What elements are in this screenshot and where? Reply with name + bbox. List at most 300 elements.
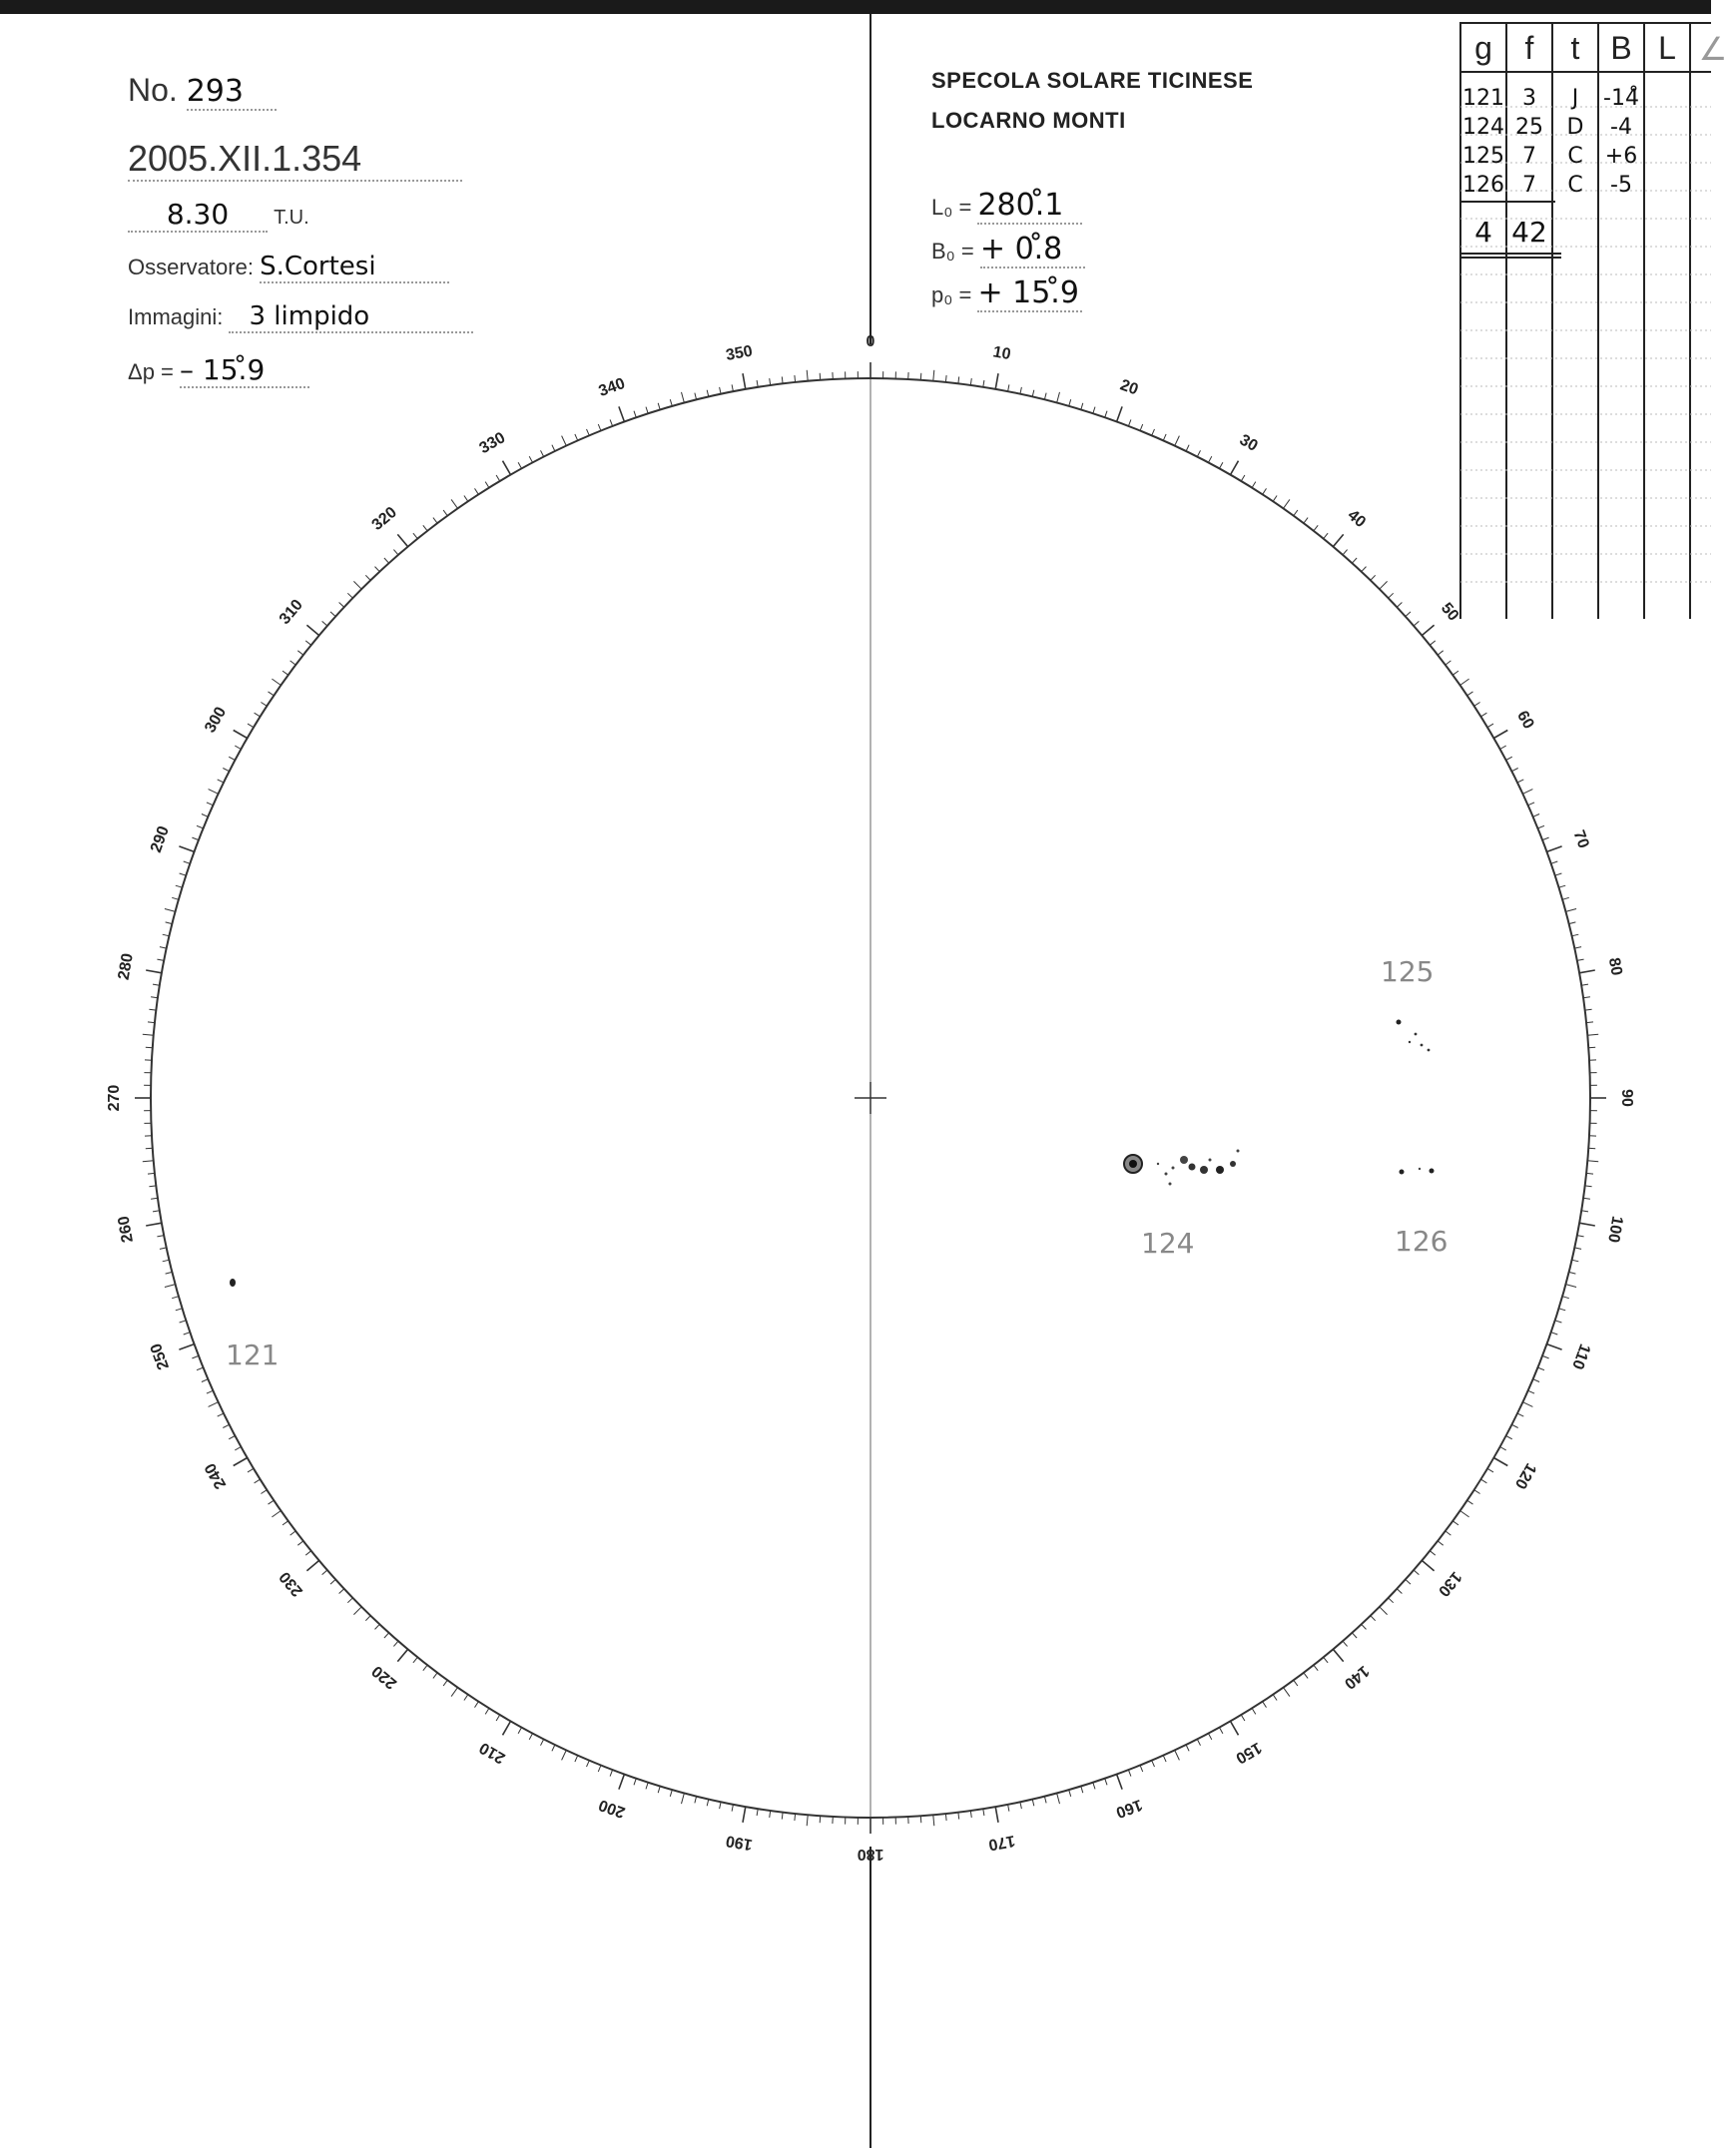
sunspot <box>1400 1170 1405 1175</box>
scale-tick <box>587 1761 590 1767</box>
scale-tick <box>163 934 170 936</box>
scale-tick <box>146 970 162 973</box>
scale-label: 10 <box>991 343 1012 364</box>
scale-tick <box>598 424 601 431</box>
scale-tick <box>1467 692 1473 696</box>
group-label-126: 126 <box>1395 1225 1448 1258</box>
delta-p-value: – 15.̊9 <box>180 353 309 388</box>
scale-tick <box>485 1708 489 1714</box>
scale-tick <box>443 1680 447 1686</box>
scale-tick <box>933 370 934 381</box>
scale-label: 190 <box>724 1832 755 1854</box>
scale-tick <box>229 757 235 760</box>
scale-tick <box>365 1616 370 1621</box>
sunspot <box>1409 1041 1411 1043</box>
scale-tick <box>1583 1198 1590 1199</box>
L0-value: 280.̊1 <box>977 188 1082 225</box>
scale-tick <box>347 593 352 598</box>
institution-line1: SPECOLA SOLARE TICINESE <box>931 68 1254 93</box>
scale-tick <box>413 1657 417 1663</box>
scale-tick <box>958 1813 959 1820</box>
scale-label: 110 <box>1568 1341 1593 1372</box>
cell-g: 126 <box>1462 173 1504 198</box>
scale-tick <box>1333 1649 1343 1661</box>
group-label-121: 121 <box>226 1339 280 1371</box>
scale-tick <box>151 997 158 998</box>
scale-tick <box>297 1541 303 1545</box>
scale-tick <box>1547 846 1562 852</box>
scale-tick <box>1511 1424 1517 1427</box>
scale-tick <box>146 1223 162 1226</box>
scale-tick <box>1008 384 1009 391</box>
scale-tick <box>184 861 191 863</box>
sunspot-group-125 <box>1381 955 1434 1051</box>
total-spots: 42 <box>1511 216 1547 249</box>
scale-tick <box>1241 1715 1245 1721</box>
scale-label: 0 <box>866 333 875 351</box>
scale-label: 250 <box>147 1341 174 1372</box>
scale-tick <box>1128 419 1131 426</box>
scale-tick <box>1493 731 1507 739</box>
scale-tick <box>1252 1708 1256 1714</box>
scale-tick <box>143 1034 154 1035</box>
scale-tick <box>172 897 179 899</box>
scale-tick <box>1069 399 1071 406</box>
scale-label: 290 <box>147 823 174 855</box>
scale-tick <box>770 378 771 385</box>
scale-tick <box>1565 909 1576 912</box>
sunspot <box>1419 1168 1421 1170</box>
scale-label: 220 <box>368 1662 400 1693</box>
scale-tick <box>1517 780 1523 783</box>
scale-tick <box>218 780 224 783</box>
scale-tick <box>1533 814 1539 817</box>
scale-tick <box>255 713 261 717</box>
scale-tick <box>192 1355 199 1358</box>
scale-tick <box>235 746 241 749</box>
scale-tick <box>255 1479 261 1483</box>
scale-tick <box>1324 533 1328 539</box>
scale-tick <box>229 1436 235 1439</box>
cell-B: -14̊ <box>1603 86 1639 111</box>
scale-tick <box>1186 445 1189 451</box>
scale-tick <box>1008 1805 1009 1812</box>
time-unit: T.U. <box>274 207 309 229</box>
scale-tick <box>180 1321 187 1323</box>
scale-tick <box>995 373 998 389</box>
scale-tick <box>732 384 733 391</box>
scale-label: 130 <box>1435 1568 1465 1600</box>
sunspot <box>1415 1033 1418 1036</box>
sunspot <box>1157 1163 1159 1165</box>
scale-tick <box>1572 934 1579 936</box>
scale-tick <box>1559 885 1566 887</box>
scale-tick <box>1186 1745 1189 1751</box>
scale-tick <box>1487 724 1493 728</box>
cell-f: 7 <box>1522 173 1536 198</box>
scale-tick <box>148 1022 155 1023</box>
number-label: No. <box>128 72 178 108</box>
sunspot <box>1165 1173 1168 1176</box>
scale-label: 80 <box>1604 956 1625 977</box>
scale-tick <box>1175 436 1180 446</box>
scale-tick <box>235 1447 241 1450</box>
scale-tick <box>269 1500 275 1504</box>
scale-tick <box>1380 581 1388 589</box>
scale-tick <box>272 1511 281 1517</box>
scale-tick <box>743 1807 746 1823</box>
scale-tick <box>720 1802 722 1809</box>
scale-tick <box>1020 1802 1022 1809</box>
total-groups: 4 <box>1474 216 1492 249</box>
p0-value: + 15.̊9 <box>977 275 1082 312</box>
scale-tick <box>305 641 311 645</box>
scale-label: 240 <box>202 1459 231 1492</box>
scale-tick <box>646 1783 648 1790</box>
scale-tick <box>475 488 479 494</box>
scale-tick <box>464 1695 468 1701</box>
scale-tick <box>1438 651 1444 655</box>
scale-tick <box>248 1468 254 1472</box>
scale-tick <box>166 1272 173 1274</box>
scale-tick <box>397 1649 407 1661</box>
scale-tick <box>1588 1047 1595 1048</box>
scale-tick <box>330 1579 335 1584</box>
cell-g: 121 <box>1462 86 1504 111</box>
scale-tick <box>1577 1236 1584 1237</box>
scale-label: 300 <box>202 704 231 737</box>
scale-tick <box>1528 1390 1534 1393</box>
scale-tick <box>945 375 946 382</box>
scale-tick <box>475 1702 479 1708</box>
scale-tick <box>1528 803 1534 806</box>
scale-tick <box>261 1490 267 1494</box>
scale-tick <box>1474 703 1480 707</box>
images-value: 3 limpido <box>229 301 473 333</box>
scale-tick <box>1284 1688 1290 1697</box>
sunspot <box>1421 1044 1424 1047</box>
scale-tick <box>165 1285 176 1288</box>
scale-tick <box>172 1297 179 1299</box>
scale-tick <box>1263 1702 1267 1708</box>
scale-tick <box>646 407 648 414</box>
scale-tick <box>757 1809 758 1816</box>
scale-tick <box>945 1814 946 1821</box>
scale-tick <box>443 510 447 516</box>
sunspot <box>1129 1160 1137 1168</box>
scale-tick <box>248 724 254 728</box>
scale-tick <box>1314 1665 1318 1671</box>
scale-tick <box>1460 1511 1469 1517</box>
scale-tick <box>970 1811 971 1818</box>
scale-tick <box>1500 1447 1506 1450</box>
scale-tick <box>1128 1770 1131 1777</box>
scale-tick <box>1263 488 1267 494</box>
scale-tick <box>1044 393 1046 400</box>
scale-tick <box>165 909 176 912</box>
col-header-g: g <box>1474 30 1492 66</box>
scale-label: 40 <box>1344 506 1370 532</box>
scale-tick <box>695 1797 697 1804</box>
scale-tick <box>1577 959 1584 960</box>
scale-label: 260 <box>115 1214 137 1245</box>
scale-label: 90 <box>1617 1089 1635 1107</box>
scale-tick <box>610 1770 613 1777</box>
scale-tick <box>397 534 407 546</box>
sunspot <box>1430 1169 1435 1174</box>
scale-tick <box>1579 970 1595 973</box>
scale-tick <box>1587 1034 1598 1035</box>
scale-tick <box>234 731 248 739</box>
scale-tick <box>1506 757 1512 760</box>
scale-tick <box>743 373 746 389</box>
scale-tick <box>1574 1248 1581 1250</box>
scale-tick <box>223 1424 229 1427</box>
sunspot-group-124 <box>1124 1150 1240 1261</box>
scale-label: 230 <box>276 1568 306 1600</box>
scale-tick <box>562 1750 567 1760</box>
scale-tick <box>1140 1766 1143 1773</box>
scale-tick <box>518 1728 521 1734</box>
scale-tick <box>197 1367 204 1370</box>
scale-label: 310 <box>276 596 306 628</box>
scale-tick <box>1284 499 1290 508</box>
scale-tick <box>1209 1734 1212 1740</box>
scale-tick <box>283 671 289 675</box>
group-label-125: 125 <box>1381 955 1435 988</box>
scale-label: 340 <box>596 374 628 401</box>
col-header-L: L <box>1658 30 1676 66</box>
sunspot <box>1189 1164 1196 1171</box>
scale-label: 350 <box>724 342 755 364</box>
scale-tick <box>1538 825 1545 828</box>
scale-tick <box>1175 1750 1180 1760</box>
scale-tick <box>720 387 722 394</box>
scale-label: 170 <box>986 1832 1017 1854</box>
scale-tick <box>1362 1624 1367 1629</box>
scale-tick <box>272 679 281 685</box>
scale-label: 280 <box>115 951 137 982</box>
scale-tick <box>529 1734 532 1740</box>
scale-tick <box>451 1688 457 1697</box>
scale-tick <box>1294 510 1298 516</box>
scale-tick <box>1152 429 1155 435</box>
scale-tick <box>1105 1779 1107 1786</box>
sunspot <box>1209 1159 1212 1162</box>
scale-tick <box>1273 496 1277 502</box>
scale-tick <box>1241 475 1245 481</box>
scale-tick <box>920 1816 921 1823</box>
scale-tick <box>413 533 417 539</box>
scale-tick <box>1585 1186 1592 1187</box>
scale-tick <box>1057 392 1060 403</box>
scale-tick <box>1467 1500 1473 1504</box>
scale-tick <box>192 837 199 840</box>
scale-tick <box>1474 1490 1480 1494</box>
scale-tick <box>575 434 578 440</box>
scale-tick <box>330 612 335 617</box>
scale-tick <box>180 873 187 875</box>
p0-label: p₀ = <box>931 282 972 307</box>
scale-tick <box>933 1815 934 1826</box>
scale-tick <box>1551 1333 1558 1335</box>
scale-tick <box>670 399 672 406</box>
scale-tick <box>218 1413 224 1416</box>
scale-tick <box>1324 1657 1328 1663</box>
observer-value: S.Cortesi <box>260 252 449 283</box>
col-header-angle: ∠ <box>1698 31 1728 67</box>
scale-tick <box>983 380 984 387</box>
col-header-B: B <box>1610 30 1632 66</box>
L0-label: L₀ = <box>931 195 972 220</box>
scale-label: 210 <box>476 1738 509 1767</box>
scale-tick <box>347 1598 352 1603</box>
scale-tick <box>503 1721 511 1735</box>
scale-tick <box>1480 1479 1486 1483</box>
scale-tick <box>485 482 489 488</box>
images-label: Immagini: <box>128 304 224 329</box>
scale-tick <box>384 1633 389 1638</box>
scale-tick <box>1163 434 1166 440</box>
scale-tick <box>433 518 437 524</box>
scale-tick <box>1117 1775 1123 1790</box>
col-header-f: f <box>1524 30 1534 66</box>
sunspot <box>1397 1020 1402 1025</box>
scale-tick <box>1562 1297 1569 1299</box>
scale-tick <box>1081 1787 1083 1794</box>
sunspot-group-121 <box>226 1279 279 1371</box>
scale-tick <box>732 1805 733 1812</box>
scale-tick <box>610 419 613 426</box>
cell-t: C <box>1567 173 1583 198</box>
scale-tick <box>1542 837 1549 840</box>
scale-tick <box>423 1665 427 1671</box>
scale-tick <box>1533 1379 1539 1382</box>
scale-tick <box>290 661 296 665</box>
scale-tick <box>496 1715 500 1721</box>
scale-tick <box>297 651 303 655</box>
scale-tick <box>529 456 532 462</box>
scale-tick <box>970 378 971 385</box>
scale-tick <box>207 1390 213 1393</box>
scale-tick <box>1587 1161 1598 1162</box>
scale-tick <box>575 1756 578 1762</box>
scale-tick <box>1152 1761 1155 1767</box>
scale-tick <box>1511 769 1517 772</box>
cell-f: 25 <box>1515 115 1543 140</box>
scale-tick <box>306 625 318 635</box>
scale-tick <box>148 1173 155 1174</box>
scale-tick <box>202 1379 208 1382</box>
scale-tick <box>1555 1321 1562 1323</box>
scale-tick <box>209 1402 219 1407</box>
scale-tick <box>1397 603 1402 608</box>
scale-tick <box>757 380 758 387</box>
scale-tick <box>1581 1211 1588 1212</box>
scale-tick <box>958 376 959 383</box>
scale-label: 20 <box>1117 376 1141 399</box>
scale-tick <box>1304 518 1308 524</box>
delta-p-label: Δp = <box>128 359 174 384</box>
scale-tick <box>541 450 544 456</box>
scale-tick <box>1397 1589 1402 1594</box>
scale-tick <box>1081 403 1083 410</box>
scale-tick <box>1069 1790 1071 1797</box>
scale-tick <box>384 558 389 563</box>
scale-tick <box>322 1570 327 1575</box>
scale-tick <box>1389 593 1394 598</box>
scale-tick <box>1569 1272 1576 1274</box>
scale-tick <box>149 1009 156 1010</box>
scale-label: 70 <box>1569 827 1592 851</box>
cell-t: D <box>1566 115 1584 140</box>
scale-tick <box>983 1809 984 1816</box>
scale-tick <box>393 550 398 555</box>
scale-tick <box>1480 713 1486 717</box>
scale-tick <box>209 790 219 795</box>
scale-tick <box>305 1551 311 1555</box>
scale-tick <box>1562 897 1569 899</box>
scale-tick <box>1517 1413 1523 1416</box>
scale-tick <box>1273 1695 1277 1701</box>
scale-tick <box>176 1309 183 1311</box>
scale-tick <box>451 499 457 508</box>
number-value: 293 <box>187 74 277 111</box>
scale-label: 160 <box>1113 1795 1145 1822</box>
scale-label: 330 <box>476 429 509 458</box>
scale-tick <box>920 373 921 380</box>
scale-label: 120 <box>1510 1459 1539 1492</box>
scale-tick <box>1452 671 1458 675</box>
scale-tick <box>1559 1309 1566 1311</box>
scale-tick <box>1389 1598 1394 1603</box>
scale-tick <box>1452 1521 1458 1525</box>
scale-tick <box>1057 1793 1060 1804</box>
scale-tick <box>1493 1458 1507 1466</box>
scale-tick <box>503 461 511 475</box>
scale-tick <box>552 1745 555 1751</box>
scale-tick <box>197 825 204 828</box>
scale-tick <box>1579 1223 1595 1226</box>
cell-g: 124 <box>1462 115 1504 140</box>
scale-tick <box>1430 641 1436 645</box>
scale-tick <box>1343 550 1348 555</box>
scale-tick <box>1446 661 1451 665</box>
date-value: 2005.XII.1.354 <box>128 138 462 182</box>
scale-tick <box>1197 1739 1200 1745</box>
scale-tick <box>157 1236 164 1237</box>
scale-tick <box>179 846 194 852</box>
scale-tick <box>770 1811 771 1818</box>
scale-tick <box>322 621 327 626</box>
scale-label: 200 <box>596 1795 628 1822</box>
scale-tick <box>634 411 636 418</box>
scale-tick <box>153 984 160 985</box>
scale-tick <box>353 1607 361 1615</box>
scale-tick <box>1506 1436 1512 1439</box>
sunspot <box>1200 1166 1208 1174</box>
scale-tick <box>1352 1633 1357 1638</box>
scale-tick <box>1032 1800 1034 1807</box>
scale-tick <box>496 475 500 481</box>
scale-tick <box>1414 1570 1419 1575</box>
scale-tick <box>1522 790 1532 795</box>
scale-tick <box>1333 534 1343 546</box>
cell-t: C <box>1567 144 1583 169</box>
scale-tick <box>423 525 427 531</box>
scale-tick <box>1565 1285 1576 1288</box>
scale-label: 60 <box>1513 708 1537 733</box>
